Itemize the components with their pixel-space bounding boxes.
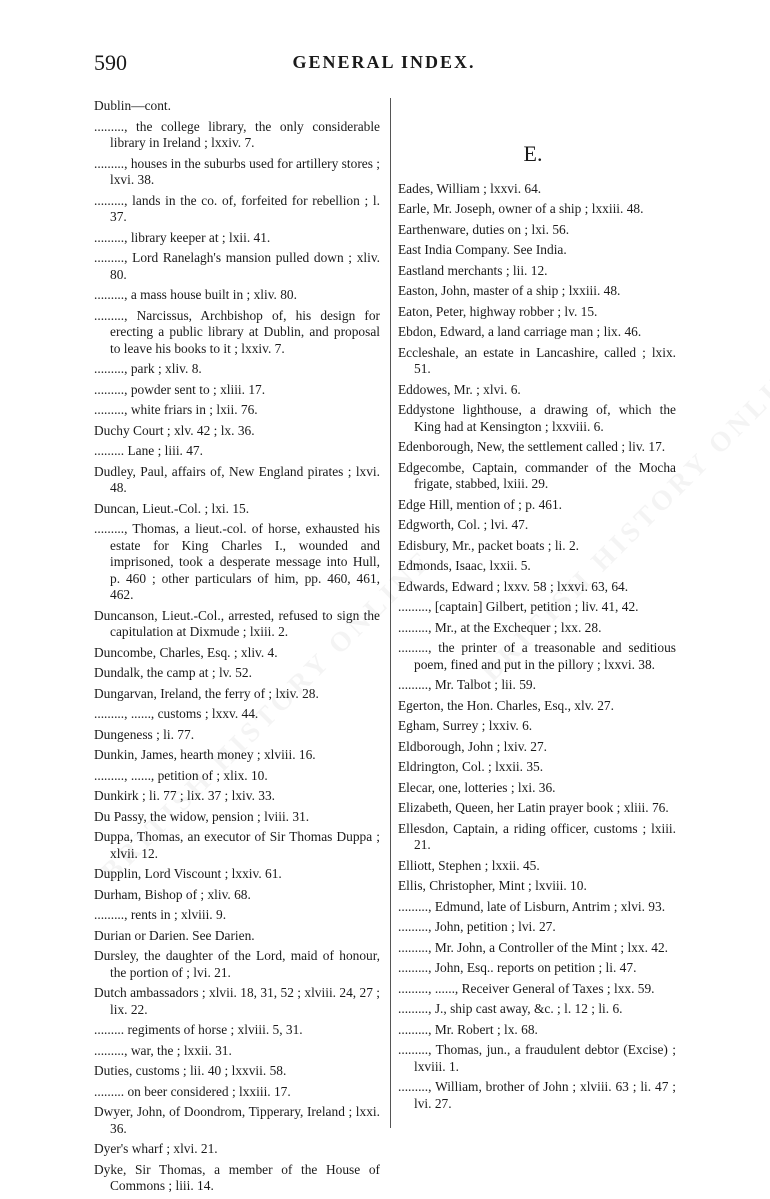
index-entry: Elliott, Stephen ; lxxii. 45. [398, 857, 540, 873]
index-entry: Edenborough, New, the settlement called ; liv. 17. [398, 439, 666, 454]
index-entry: Duchy Court ; xlv. 42 ; lx. 36. [94, 422, 255, 438]
index-entry: Eldrington, Col. ; lxxii. 35. [398, 759, 544, 774]
index-entry: ........., ......, Receiver General of Taxes ; lxx. 59. [398, 980, 655, 996]
index-entry: ........., John, Esq.. reports on petition ; li. 47. [398, 960, 637, 975]
index-entry: Dursley, the daughter of the Lord, maid of honour, the portion of ; lvi. 21. [94, 948, 380, 980]
index-entry: East India Company. See India. [398, 242, 567, 257]
index-entry: Edge Hill, mention of ; p. 461. [398, 496, 563, 512]
right-index-column [390, 98, 676, 1116]
index-entry: ........., Mr., at the Exchequer ; lxx. 28. [398, 619, 602, 635]
index-entry: ........., [captain] Gilbert, petition ; liv. 41, 42. [398, 599, 639, 614]
index-entry: Edisbury, Mr., packet boats ; li. 2. [398, 537, 579, 553]
index-entry: Eddystone lighthouse, a drawing of, which the King had at Kensington ; lxxviii. 6. [398, 402, 676, 434]
index-entry: Edwards, Edward ; lxxv. 58 ; lxxvi. 63, 64. [398, 578, 629, 594]
index-entry: Ebdon, Edward, a land carriage man ; lix. 46. [398, 324, 642, 339]
index-entry: ........., ......, customs ; lxxv. 44. [94, 706, 259, 721]
index-entry: Eades, William ; lxxvi. 64. [398, 180, 542, 196]
index-entry: Ellesdon, Captain, a riding officer, customs ; lxiii. 21. [398, 820, 676, 852]
index-entry: ........., William, brother of John ; xlviii. 63 ; li. 47 ; lvi. 27. [398, 1079, 676, 1111]
index-entry: ........., white friars in ; lxii. 76. [94, 402, 258, 417]
index-entry: Dutch ambassadors ; xlvii. 18, 31, 52 ; xlviii. 24, 27 ; lix. 22. [94, 985, 380, 1017]
index-entry: ......... on beer considered ; lxxiii. 17. [94, 1083, 291, 1099]
index-entry: Durian or Darien. See Darien. [94, 927, 255, 943]
index-entry: ........., lands in the co. of, forfeited for rebellion ; l. 37. [94, 192, 380, 224]
index-entry: ........., Thomas, a lieut.-col. of horse, exhausted his estate for King Charles I., wounded and imprisoned, took a desperate message into Hull, p. 460 ; other particulars of him, pp. 460, 461, 462. [94, 521, 380, 602]
index-entry: ........., ......, petition of ; xlix. 10. [94, 767, 268, 783]
index-entry: Dundalk, the camp at ; lv. 52. [94, 665, 252, 680]
index-entry: Edgecombe, Captain, commander of the Mocha frigate, stabbed, lxiii. 29. [398, 459, 676, 491]
index-entry: ........., the college library, the only considerable library in Ireland ; lxxiv. 7. [94, 118, 380, 150]
index-entry: ........., the printer of a treasonable and seditious poem, fined and put in the pillory ; lxxvi. 38. [398, 640, 676, 672]
index-entry: Edgworth, Col. ; lvi. 47. [398, 517, 529, 532]
index-entry: Dudley, Paul, affairs of, New England pirates ; lxvi. 48. [94, 463, 380, 495]
index-entry: Dwyer, John, of Doondrom, Tipperary, Ireland ; lxxi. 36. [94, 1104, 380, 1136]
index-entry: Ellis, Christopher, Mint ; lxviii. 10. [398, 878, 587, 893]
page-header [94, 50, 674, 80]
index-entry: Dungeness ; li. 77. [94, 726, 195, 742]
index-entry: Durham, Bishop of ; xliv. 68. [94, 886, 251, 902]
index-entry: Duppa, Thomas, an executor of Sir Thomas Duppa ; xlvii. 12. [94, 829, 380, 861]
section-letter: E. [523, 141, 543, 166]
index-entry: Eccleshale, an estate in Lancashire, called ; lxix. 51. [398, 344, 676, 376]
index-entry: ......... regiments of horse ; xlviii. 5, 31. [94, 1022, 303, 1037]
index-entry: ........., John, petition ; lvi. 27. [398, 919, 556, 934]
index-entry: ........., war, the ; lxxii. 31. [94, 1042, 232, 1058]
index-entry: Dyke, Sir Thomas, a member of the House of Commons ; liii. 14. [94, 1161, 380, 1193]
index-entry: Earthenware, duties on ; lxi. 56. [398, 221, 570, 237]
index-entry: Egerton, the Hon. Charles, Esq., xlv. 27. [398, 697, 614, 713]
index-entry: ........., Thomas, jun., a fraudulent debtor (Excise) ; lxviii. 1. [398, 1042, 676, 1074]
index-entry: ........., rents in ; xlviii. 9. [94, 907, 227, 922]
index-entry: Eddowes, Mr. ; xlvi. 6. [398, 381, 521, 397]
index-entry: Dupplin, Lord Viscount ; lxxiv. 61. [94, 866, 282, 881]
index-entry: ........., Edmund, late of Lisburn, Antrim ; xlvi. 93. [398, 898, 666, 914]
index-entry: ........., library keeper at ; lxii. 41. [94, 229, 271, 245]
right-entries [390, 181, 676, 1113]
index-entry: ........., powder sent to ; xliii. 17. [94, 381, 266, 397]
index-entry: ........., houses in the suburbs used for artillery stores ; lxvi. 38. [94, 155, 380, 187]
index-entry: ........., a mass house built in ; xliv. 80. [94, 287, 297, 302]
running-head: GENERAL INDEX. [292, 52, 476, 72]
index-entry: Dunkin, James, hearth money ; xlviii. 16. [94, 747, 316, 762]
index-entry: ........., Mr. John, a Controller of the Mint ; lxx. 42. [398, 939, 669, 955]
index-entry: Dungarvan, Ireland, the ferry of ; lxiv. 28. [94, 685, 319, 701]
index-entry: Elizabeth, Queen, her Latin prayer book ; xliii. 76. [398, 800, 669, 815]
index-entry: ......... Lane ; liii. 47. [94, 443, 203, 458]
index-entry: Du Passy, the widow, pension ; lviii. 31. [94, 808, 310, 824]
index-entry: Dyer's wharf ; xlvi. 21. [94, 1141, 218, 1156]
index-entry: Dunkirk ; li. 77 ; lix. 37 ; lxiv. 33. [94, 788, 276, 803]
index-entry: Earle, Mr. Joseph, owner of a ship ; lxxiii. 48. [398, 201, 644, 216]
index-entry: Duncanson, Lieut.-Col., arrested, refused to sign the capitulation at Dixmude ; lxiii. 2. [94, 607, 380, 639]
index-entry: Duncan, Lieut.-Col. ; lxi. 15. [94, 500, 250, 516]
index-entry: Dublin—cont. [94, 98, 171, 113]
index-entry: Eldborough, John ; lxiv. 27. [398, 738, 548, 754]
index-entry: ........., Mr. Talbot ; lii. 59. [398, 677, 536, 692]
index-entry: Edmonds, Isaac, lxxii. 5. [398, 558, 531, 573]
index-entry: Elecar, one, lotteries ; lxi. 36. [398, 779, 556, 795]
index-entry: ........., J., ship cast away, &c. ; l. 12 ; li. 6. [398, 1001, 623, 1016]
index-entry: Duncombe, Charles, Esq. ; xliv. 4. [94, 644, 278, 660]
index-entry: Easton, John, master of a ship ; lxxiii. 48. [398, 283, 621, 298]
index-entry: Egham, Surrey ; lxxiv. 6. [398, 718, 533, 733]
index-entry: ........., park ; xliv. 8. [94, 361, 202, 376]
index-entry: ........., Mr. Robert ; lx. 68. [398, 1021, 538, 1037]
index-entry: Eaton, Peter, highway robber ; lv. 15. [398, 303, 598, 319]
left-index-column [94, 98, 380, 1199]
index-entry: Eastland merchants ; lii. 12. [398, 262, 548, 278]
index-entry: Duties, customs ; lii. 40 ; lxxvii. 58. [94, 1063, 287, 1078]
index-entry: ........., Narcissus, Archbishop of, his design for erecting a public library at Dublin, and proposal to leave his books to it ; lxxiv. 7. [94, 307, 380, 356]
index-entry: ........., Lord Ranelagh's mansion pulled down ; xliv. 80. [94, 250, 380, 282]
page-number: 590 [94, 50, 127, 75]
